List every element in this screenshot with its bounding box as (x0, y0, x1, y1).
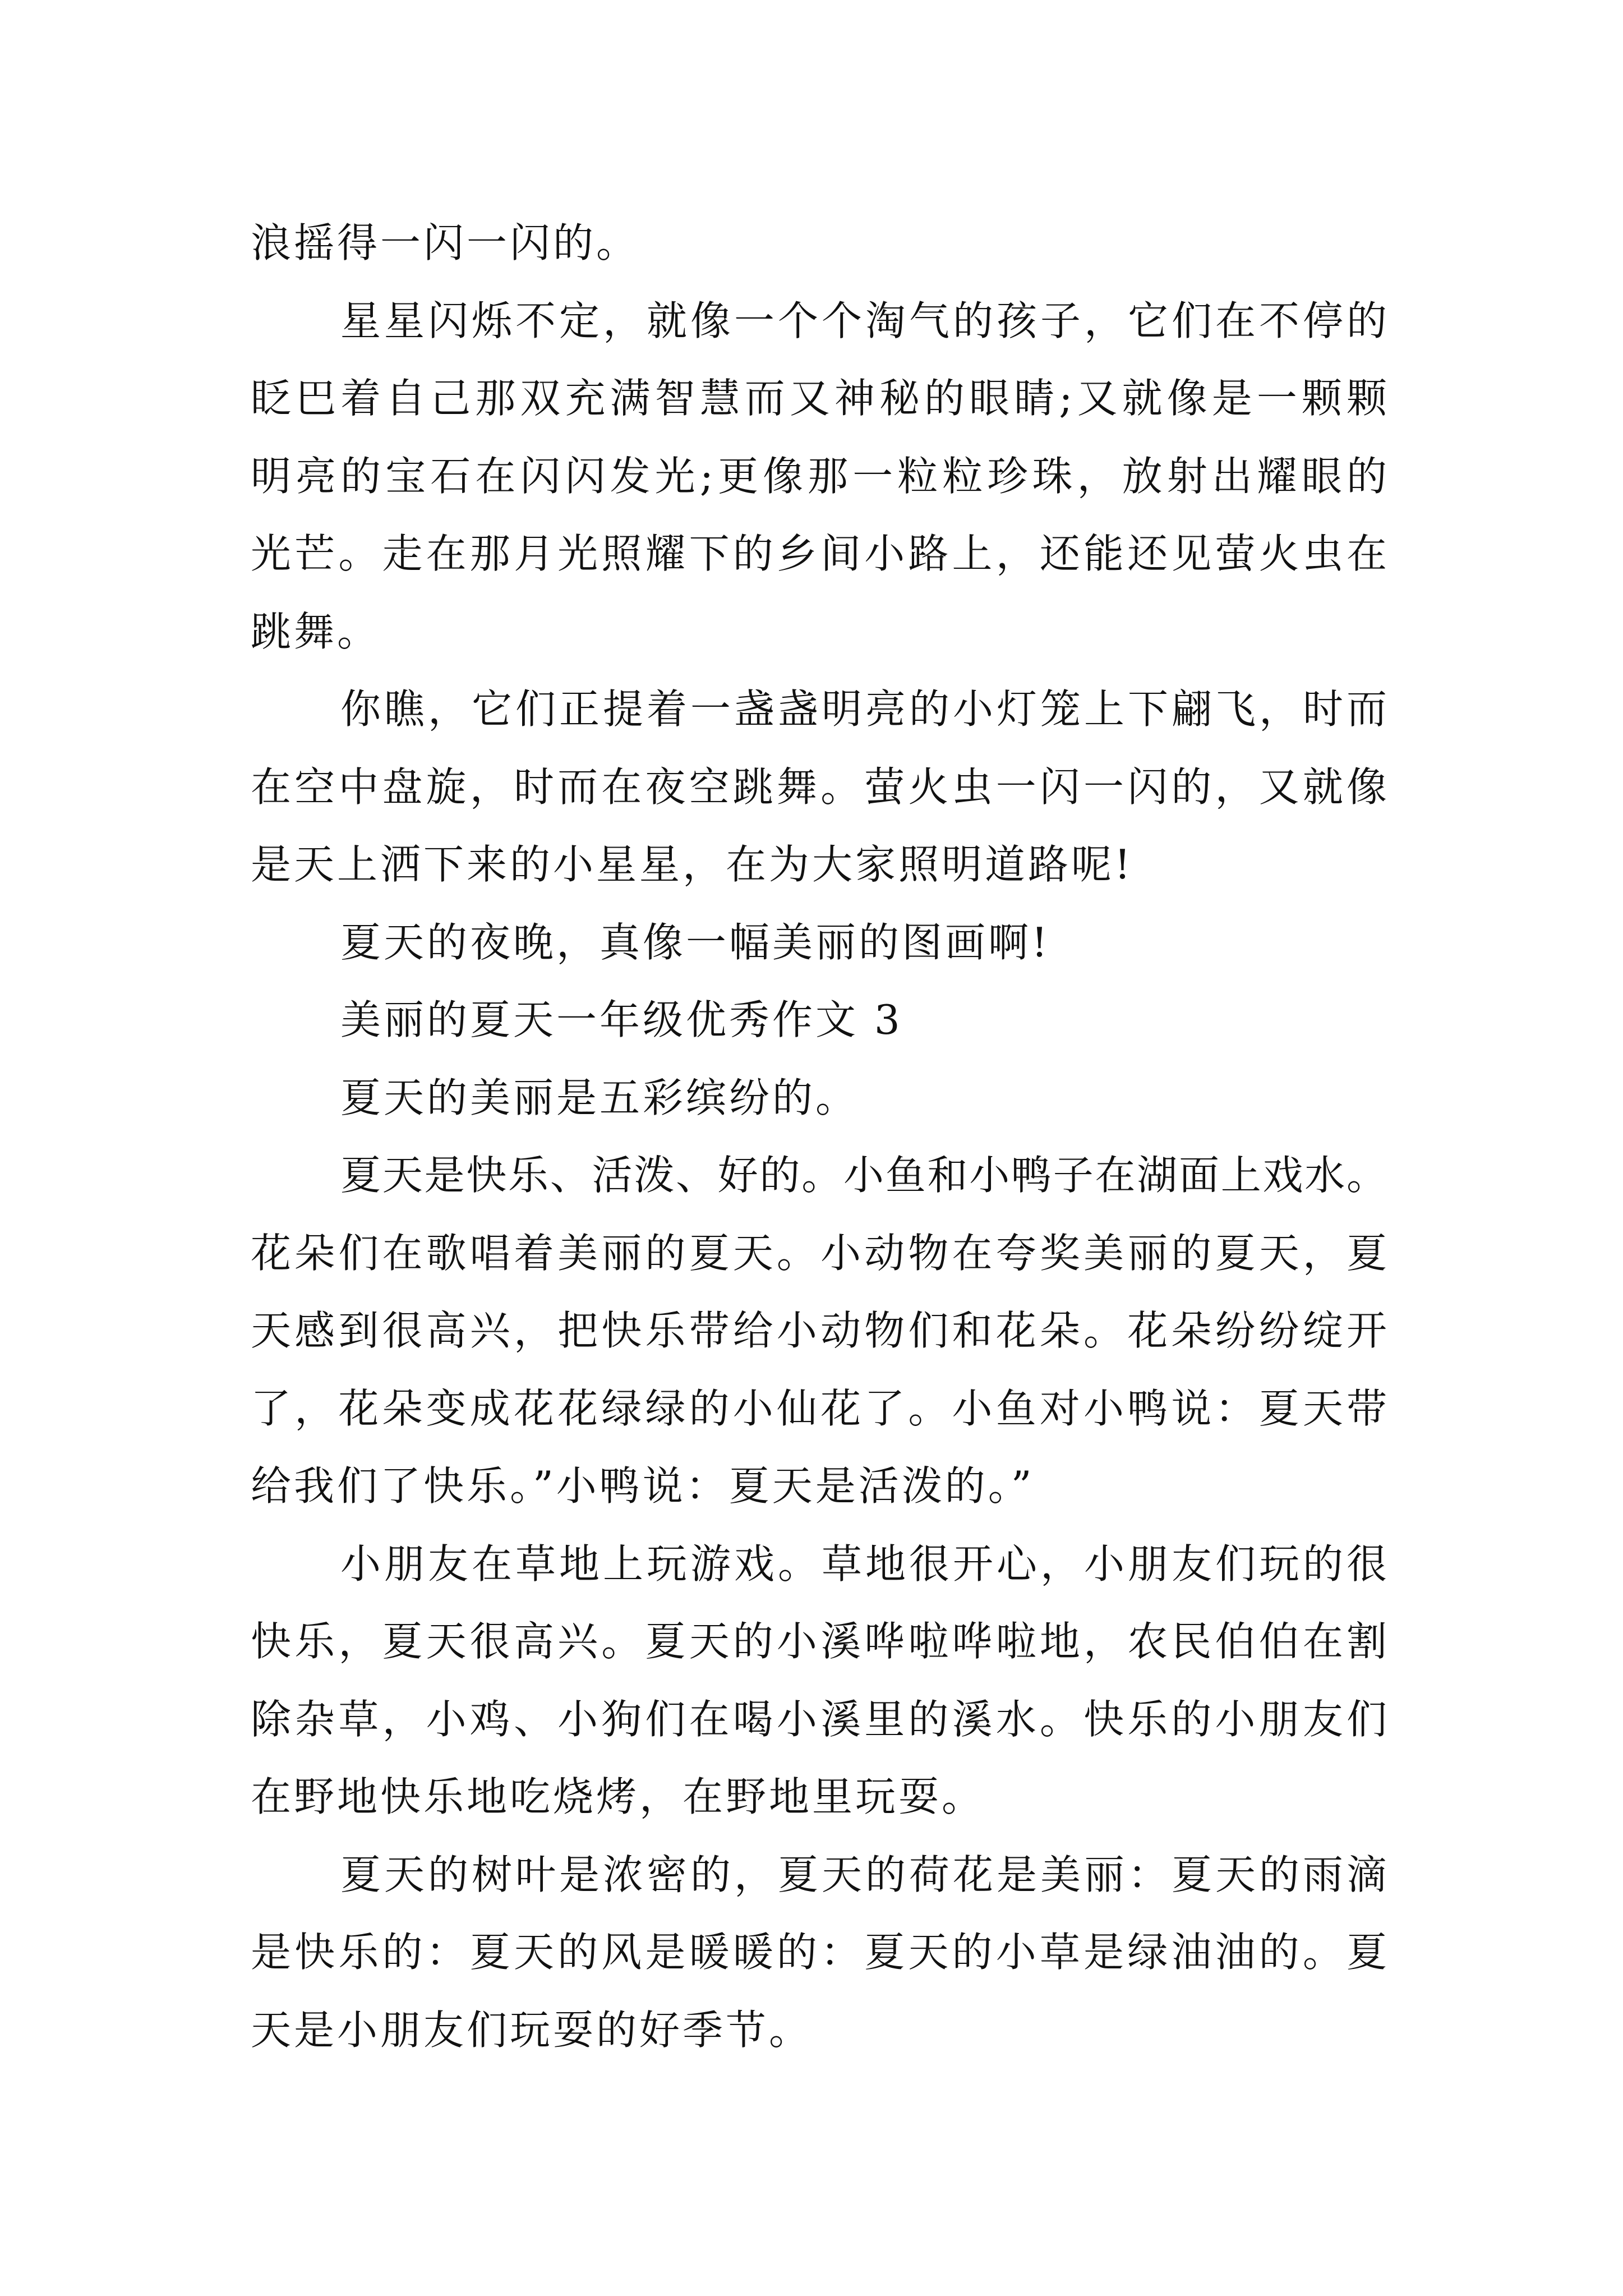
paragraph (251, 670, 1387, 904)
paragraph-line: 花朵们在歌唱着美丽的夏天。小动物在夸奖美丽的夏天，夏 (251, 1229, 1387, 1277)
paragraph-line: 是天上洒下来的小星星，在为大家照明道路呢! (251, 841, 1133, 888)
paragraph (251, 1059, 1387, 1137)
paragraph (251, 282, 1387, 671)
document-body (251, 204, 1387, 2069)
paragraph-line: 夏天的夜晚，真像一幅美丽的图画啊! (340, 918, 1050, 966)
paragraph-line: 你瞧，它们正提着一盏盏明亮的小灯笼上下翩飞，时而 (340, 685, 1387, 733)
paragraph (251, 1137, 1387, 1525)
paragraph-line: 天是小朋友们玩耍的好季节。 (251, 2006, 813, 2054)
paragraph-line: 了，花朵变成花花绿绿的小仙花了。小鱼对小鸭说：夏天带 (251, 1384, 1387, 1432)
paragraph-line: 在空中盘旋，时而在夜空跳舞。萤火虫一闪一闪的，又就像 (251, 763, 1387, 811)
paragraph-line: 是快乐的：夏天的风是暖暖的：夏天的小草是绿油油的。夏 (251, 1929, 1387, 1976)
essay-title-text: 美丽的夏天一年级优秀作文 3 (340, 996, 903, 1043)
paragraph (251, 204, 1387, 282)
paragraph-line: 夏天的美丽是五彩缤纷的。 (340, 1074, 859, 1121)
paragraph-line: 夏天的树叶是浓密的，夏天的荷花是美丽：夏天的雨滴 (340, 1851, 1387, 1898)
paragraph-line: 跳舞。 (251, 608, 381, 655)
paragraph-line: 眨巴着自己那双充满智慧而又神秘的眼睛;又就像是一颗颗 (251, 375, 1387, 422)
paragraph (251, 904, 1387, 982)
paragraph-line: 浪摇得一闪一闪的。 (251, 219, 640, 266)
paragraph (251, 1525, 1387, 1836)
paragraph-line: 小朋友在草地上玩游戏。草地很开心，小朋友们玩的很 (340, 1540, 1387, 1588)
paragraph-line: 在野地快乐地吃烧烤，在野地里玩耍。 (251, 1773, 985, 1820)
paragraph-line: 夏天是快乐、活泼、好的。小鱼和小鸭子在湖面上戏水。 (340, 1152, 1387, 1199)
paragraph-line: 明亮的宝石在闪闪发光;更像那一粒粒珍珠，放射出耀眼的 (251, 452, 1387, 500)
essay-title (251, 981, 1387, 1059)
paragraph (251, 1836, 1387, 2069)
paragraph-line: 给我们了快乐。”小鸭说：夏天是活泼的。” (251, 1462, 1035, 1510)
paragraph-line: 除杂草，小鸡、小狗们在喝小溪里的溪水。快乐的小朋友们 (251, 1695, 1387, 1743)
paragraph-line: 天感到很高兴，把快乐带给小动物们和花朵。花朵纷纷绽开 (251, 1307, 1387, 1354)
paragraph-line: 快乐，夏天很高兴。夏天的小溪哗啦哗啦地，农民伯伯在割 (251, 1618, 1387, 1665)
paragraph-line: 光芒。走在那月光照耀下的乡间小路上，还能还见萤火虫在 (251, 530, 1387, 577)
paragraph-line: 星星闪烁不定，就像一个个淘气的孩子，它们在不停的 (340, 297, 1387, 344)
